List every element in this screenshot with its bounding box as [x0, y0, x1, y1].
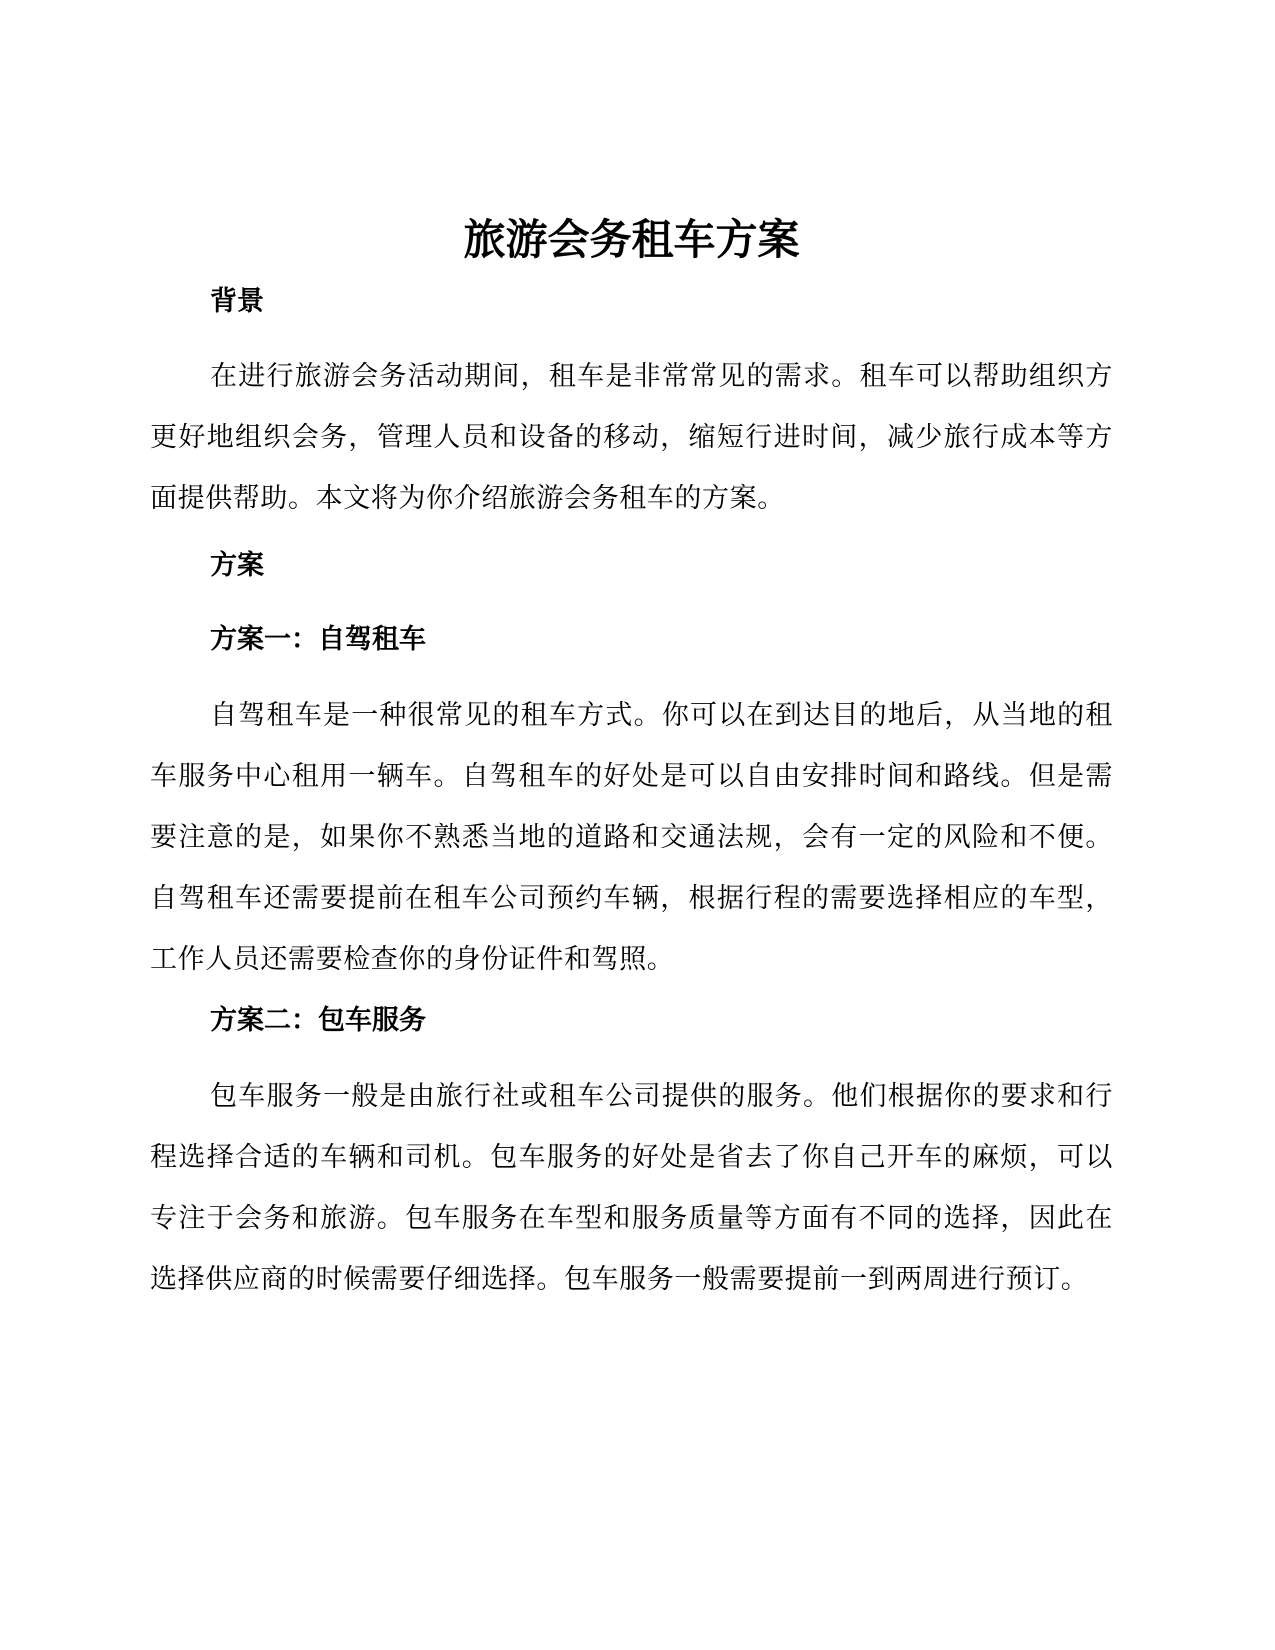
- section-heading-plan-one: 方案一：自驾租车: [210, 624, 426, 655]
- section-heading-plan-two: 方案二：包车服务: [210, 1005, 426, 1036]
- section-heading-background: 背景: [210, 286, 264, 317]
- paragraph-plan-one: 自驾租车是一种很常见的租车方式。你可以在到达目的地后，从当地的租车服务中心租用一辆车。自驾租车的好处是可以自由安排时间和路线。但是需要注意的是，如果你不熟悉当地的道路和交通法规，会有一定的风险和不便。自驾租车还需要提前在租车公司预约车辆，根据行程的需要选择相应的车型，工作人员还需要检查你的身份证件和驾照。: [150, 700, 1113, 975]
- section-heading-plans: 方案: [210, 550, 264, 581]
- paragraph-plan-two: 包车服务一般是由旅行社或租车公司提供的服务。他们根据你的要求和行程选择合适的车辆和司机。包车服务的好处是省去了你自己开车的麻烦，可以专注于会务和旅游。包车服务在车型和服务质量等方面有不同的选择，因此在选择供应商的时候需要仔细选择。包车服务一般需要提前一到两周进行预订。: [150, 1081, 1113, 1295]
- document-title: 旅游会务租车方案: [463, 215, 800, 264]
- paragraph-background: 在进行旅游会务活动期间，租车是非常常见的需求。租车可以帮助组织方更好地组织会务，管理人员和设备的移动，缩短行进时间，减少旅行成本等方面提供帮助。本文将为你介绍旅游会务租车的方案。: [150, 361, 1113, 514]
